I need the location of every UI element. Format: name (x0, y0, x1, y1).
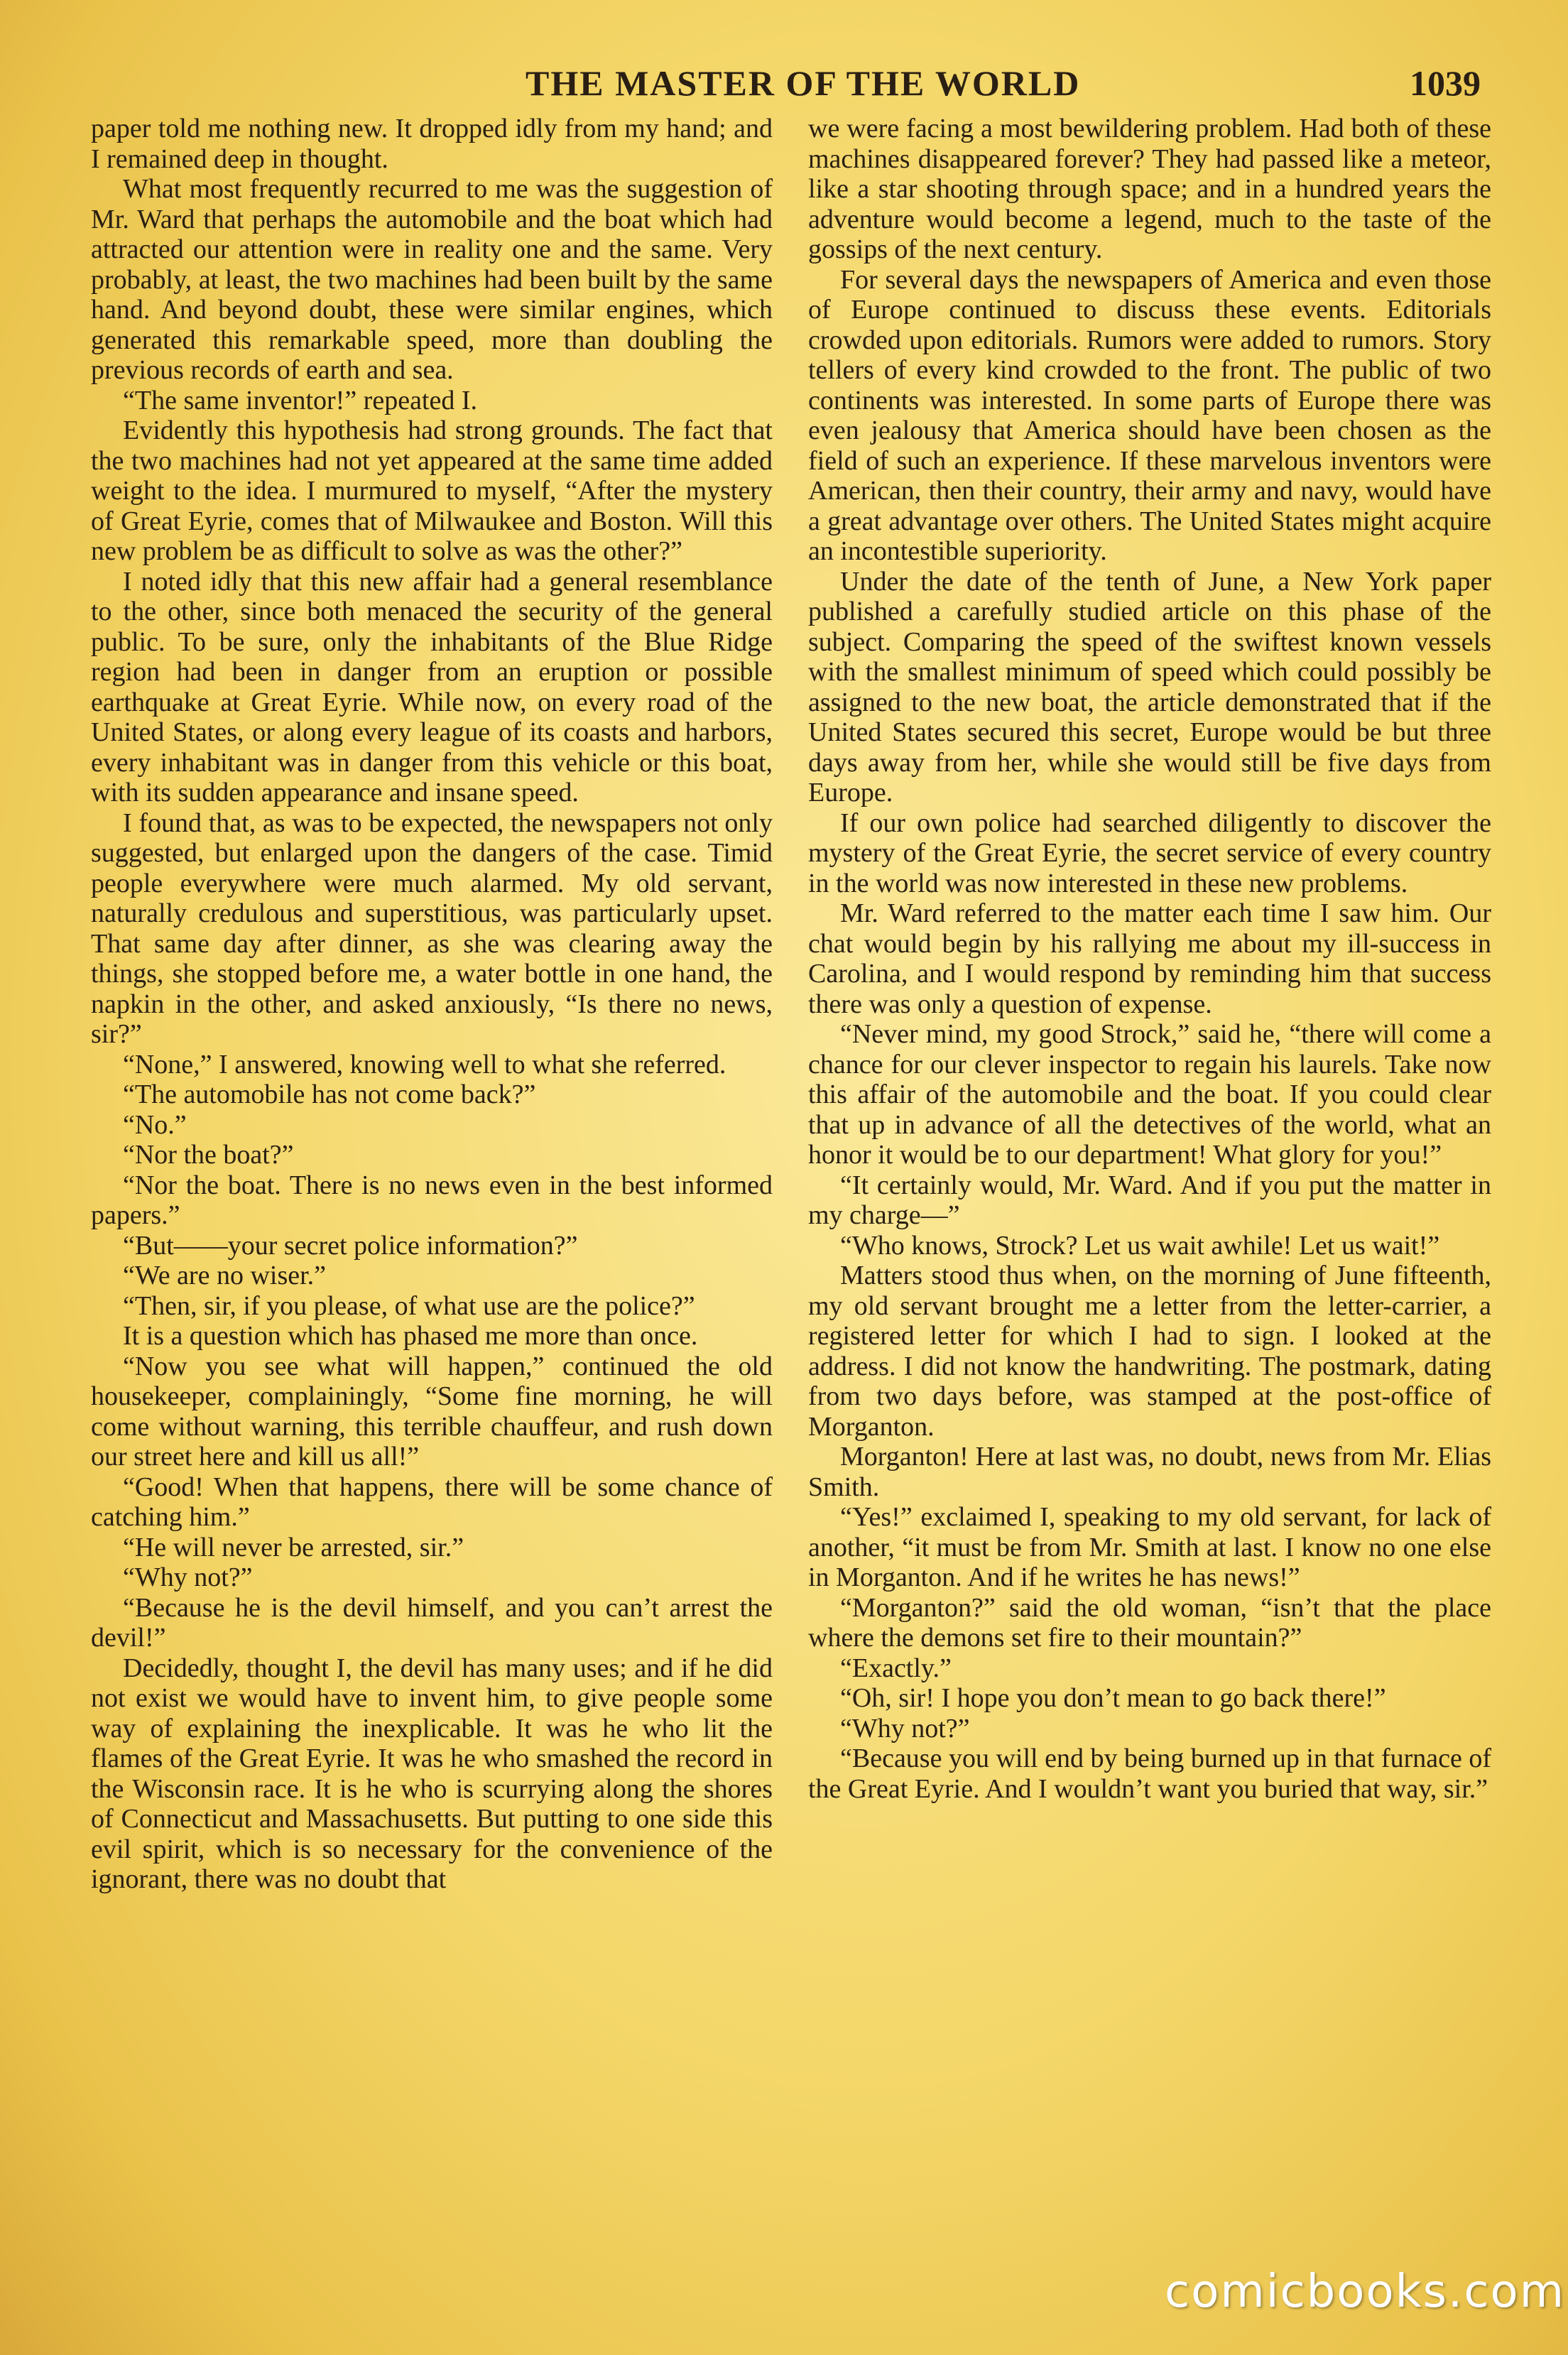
left-text-column (91, 114, 773, 1895)
paragraph: “None,” I answered, knowing well to what she referred. (123, 1049, 726, 1079)
paragraph: I found that, as was to be expected, the newspapers not only suggested, but enlarged upon the dangers of the case. Timid people everywhere were much alarmed. My old servant, naturally credulous and superstitious, was particularly upset. That same day after dinner, as she was clearing away the things, she stopped before me, a water bottle in one hand, the napkin in the other, and asked anxiously, “Is there no news, sir?” (91, 807, 773, 1049)
running-title: THE MASTER OF THE WORLD (526, 63, 1081, 103)
paragraph: Matters stood thus when, on the morning of June fifteenth, my old servant brought me a letter from the letter-carrier, a registered letter for which I had to sign. I looked at the address. I did not know the handwriting. The postmark, dating from two days before, was stamped at the post-office of Morganton. (808, 1261, 1491, 1442)
paragraph: “We are no wiser.” (123, 1261, 327, 1290)
paragraph: “Why not?” (840, 1713, 970, 1744)
paragraph: For several days the newspapers of America and even those of Europe continued to discuss these events. Editorials crowded upon editorials. Rumors were added to rumors. Story tellers of every kind crowded to the front. The public of two continents was interested. In some parts of Europe there was even jealousy that America should have been chosen as the field of such an experience. If these marvelous inventors were American, then their country, their army and navy, would have a great advantage over others. The United States might acquire an incontestible superiority. (808, 264, 1491, 566)
paragraph: Decidedly, thought I, the devil has many uses; and if he did not exist we would have to invent him, to give people some way of explaining the inexplicable. It was he who lit the flames of the Great Eyrie. It was he who smashed the record in the Wisconsin race. It is he who is scurrying along the shores of Connecticut and Massachusetts. But putting to one side this evil spirit, which is so necessary for the convenience of the ignorant, there was no doubt that (91, 1653, 773, 1894)
paragraph: Morganton! Here at last was, no doubt, news from Mr. Elias Smith. (808, 1442, 1491, 1502)
paragraph: “Because he is the devil himself, and you can’t arrest the devil!” (91, 1592, 773, 1653)
paragraph: “Oh, sir! I hope you don’t mean to go back there!” (840, 1683, 1386, 1713)
paragraph: paper told me nothing new. It dropped idly from my hand; and I remained deep in thought. (91, 114, 773, 174)
paragraph: Evidently this hypothesis had strong grounds. The fact that the two machines had not yet appeared at the same time added weight to the idea. I murmured to myself, “After the mystery of Great Eyrie, comes that of Milwaukee and Boston. Will this new problem be as difficult to solve as was the other?” (91, 415, 773, 566)
paragraph: “It certainly would, Mr. Ward. And if you put the matter in my charge—” (808, 1170, 1491, 1230)
paragraph: “He will never be arrested, sir.” (123, 1532, 464, 1562)
paragraph: “Morganton?” said the old woman, “isn’t that the place where the demons set fire to their mountain?” (808, 1592, 1491, 1653)
paragraph: “Because you will end by being burned up in that furnace of the Great Eyrie. And I wouldn’t want you buried that way, sir.” (808, 1744, 1491, 1804)
paragraph: “Who knows, Strock? Let us wait awhile! Let us wait!” (840, 1230, 1440, 1261)
paragraph: Under the date of the tenth of June, a New York paper published a carefully studied article on this phase of the subject. Comparing the speed of the swiftest known vessels with the smallest minimum of speed which could possibly be assigned to the new boat, the article demonstrated that if the United States secured this secret, Europe would be but three days away from her, while she would still be five days from Europe. (808, 566, 1491, 807)
paragraph: Mr. Ward referred to the matter each time I saw him. Our chat would begin by his rallying me about my ill-success in Carolina, and I would respond by reminding him that success there was only a question of expense. (808, 898, 1491, 1019)
paragraph: “Nor the boat?” (123, 1140, 294, 1170)
paragraph: “The automobile has not come back?” (123, 1079, 536, 1109)
paragraph: “Never mind, my good Strock,” said he, “there will come a chance for our clever inspector to regain his laurels. Take now this affair of the automobile and the boat. If you could clear that up in advance of all the detectives of the world, what an honor it would be to our department! What glory for you!” (808, 1019, 1491, 1170)
paragraph: “Nor the boat. There is no news even in the best informed papers.” (91, 1170, 773, 1230)
paragraph: “Exactly.” (840, 1653, 952, 1683)
paragraph: What most frequently recurred to me was the suggestion of Mr. Ward that perhaps the automobile and the boat which had attracted our attention were in reality one and the same. Very probably, at least, the two machines had been built by the same hand. And beyond doubt, these were similar engines, which generated this remarkable speed, more than doubling the previous records of earth and sea. (91, 174, 773, 385)
paragraph: “Now you see what will happen,” continued the old housekeeper, complainingly, “Some fine morning, he will come without warning, this terrible chauffeur, and rush down our street here and kill us all!” (91, 1351, 773, 1472)
paragraph: “But——your secret police information?” (123, 1230, 578, 1261)
paragraph: “No.” (123, 1109, 187, 1140)
paragraph: we were facing a most bewildering problem. Had both of these machines disappeared forever? They had passed like a meteor, like a star shooting through space; and in a hundred years the adventure would become a legend, much to the taste of the gossips of the next century. (808, 114, 1491, 264)
paragraph: “The same inventor!” repeated I. (123, 385, 478, 415)
paragraph: I noted idly that this new affair had a general resemblance to the other, since both menaced the security of the general public. To be sure, only the inhabitants of the Blue Ridge region had been in danger from an eruption or possible earthquake at Great Eyrie. While now, on every road of the United States, or along every league of its coasts and harbors, every inhabitant was in danger from this vehicle or this boat, with its sudden appearance and insane speed. (91, 566, 773, 807)
paragraph: “Why not?” (123, 1562, 253, 1592)
watermark-logo: comicbooks.com (1165, 2266, 1566, 2318)
right-text-column (808, 114, 1491, 1804)
paragraph: “Good! When that happens, there will be some chance of catching him.” (91, 1472, 773, 1532)
paragraph: “Then, sir, if you please, of what use are the police?” (123, 1290, 695, 1321)
paragraph: It is a question which has phased me more than once. (123, 1321, 698, 1351)
page-header (0, 62, 1568, 119)
paragraph: “Yes!” exclaimed I, speaking to my old servant, for lack of another, “it must be from Mr. Smith at last. I know no one else in Morganton. And if he writes he has news!” (808, 1502, 1491, 1592)
page-number: 1039 (1410, 63, 1481, 103)
paragraph: If our own police had searched diligently to discover the mystery of the Great Eyrie, the secret service of every country in the world was now interested in these new problems. (808, 807, 1491, 898)
